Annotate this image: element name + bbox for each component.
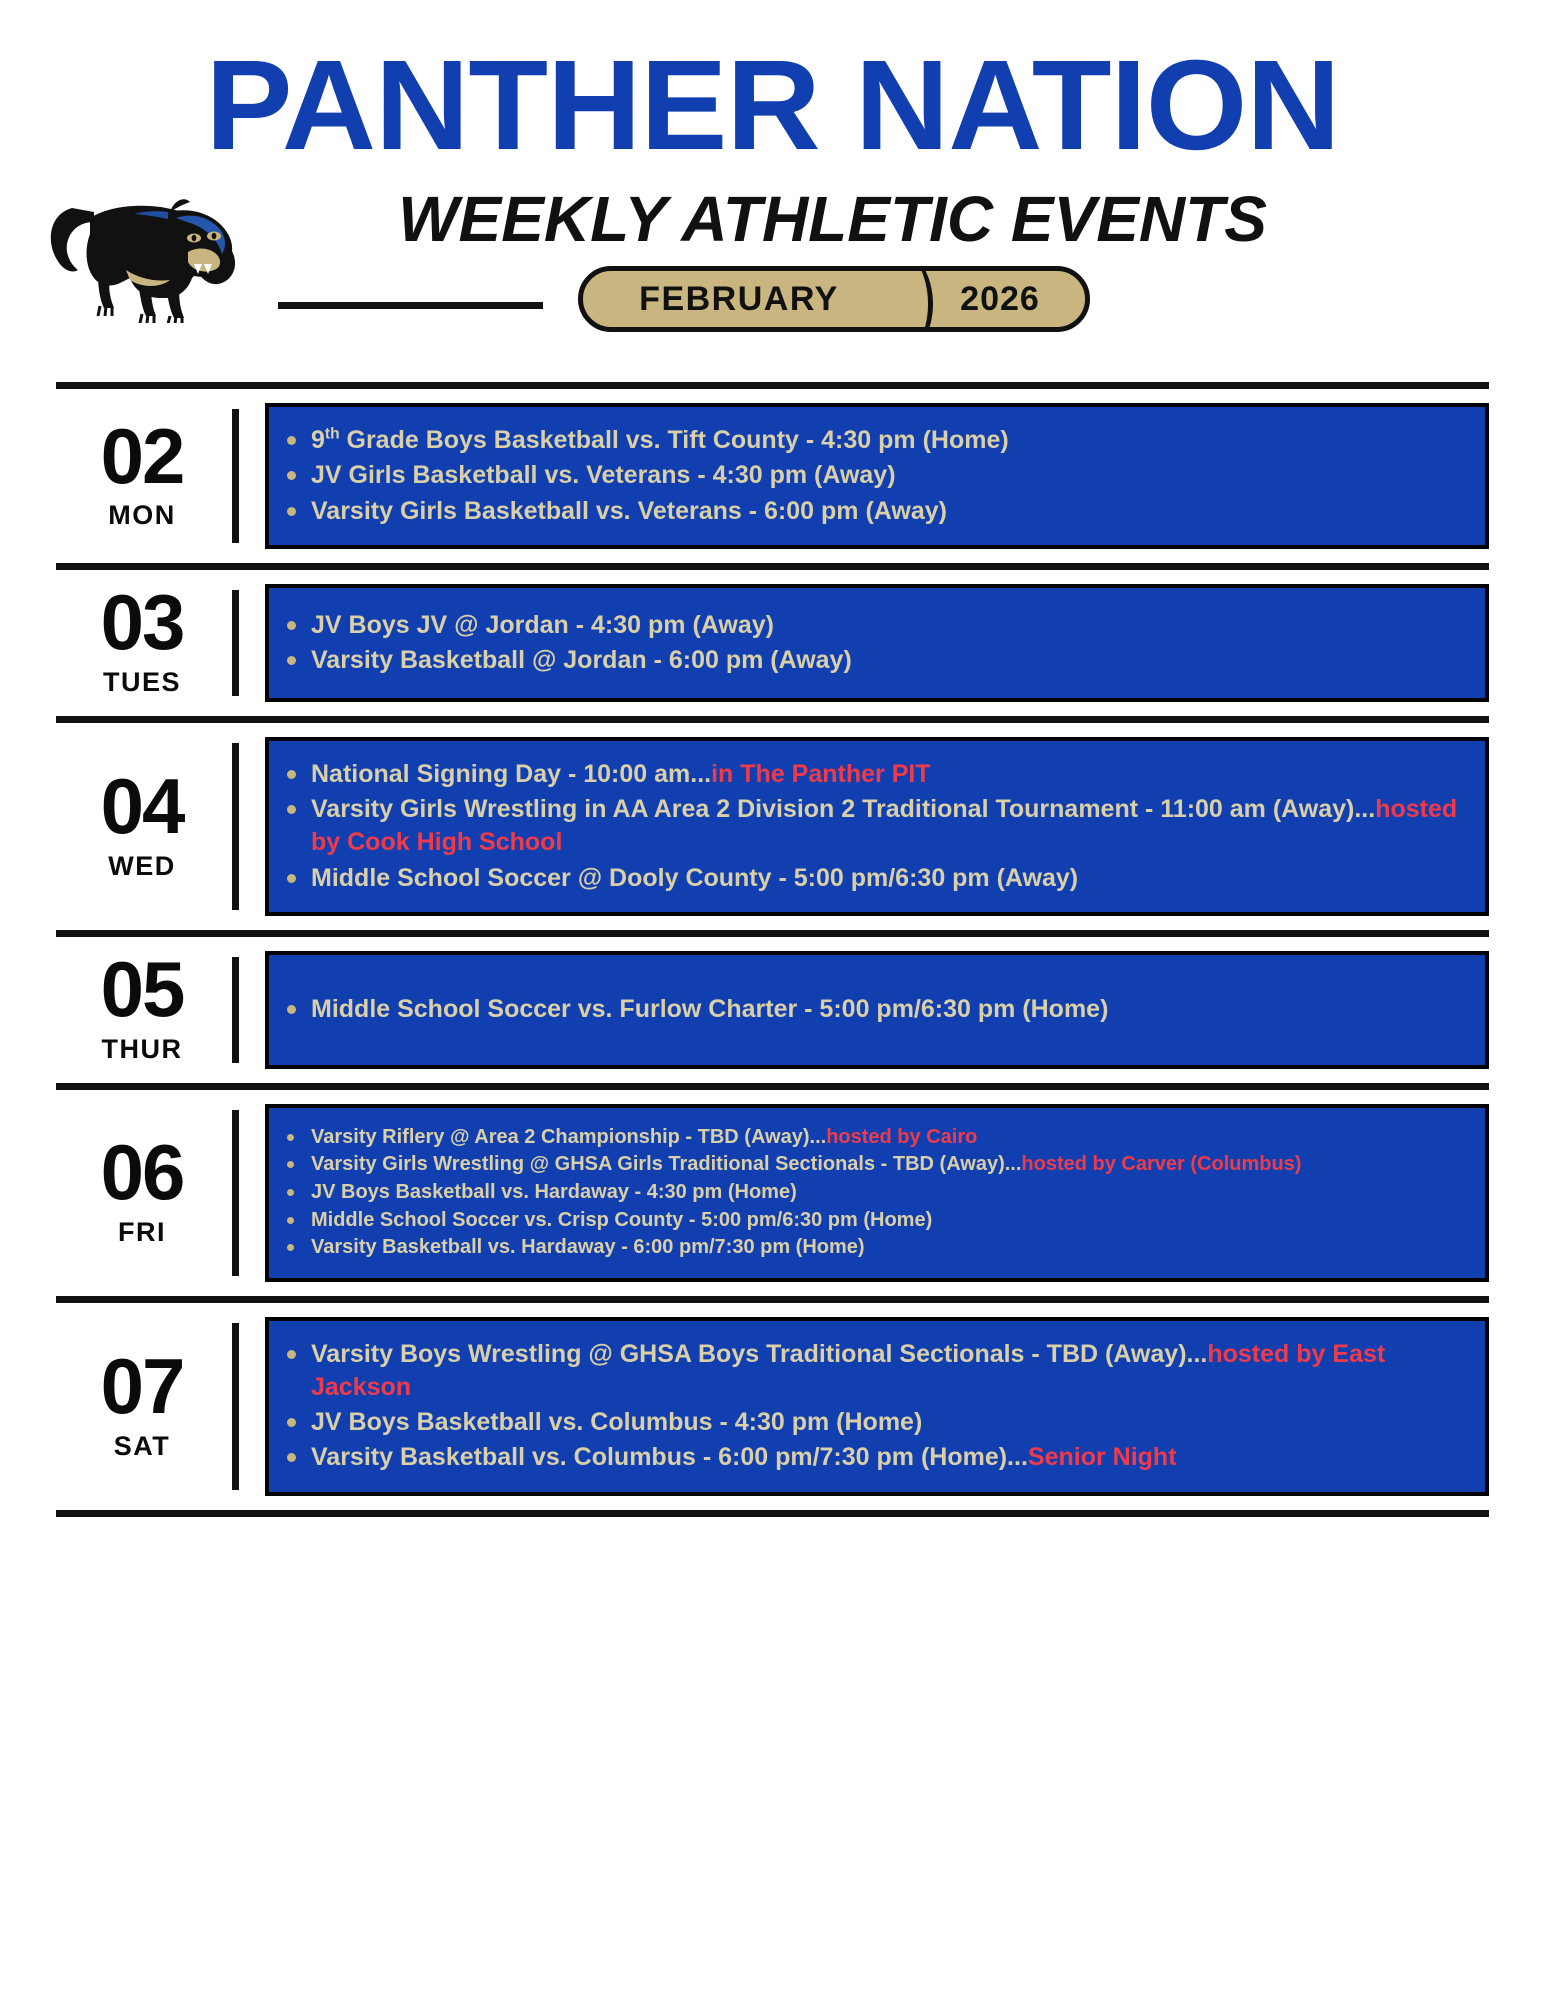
day-weekday-label: MON <box>108 500 176 531</box>
event-ordinal-suffix: th <box>324 425 340 443</box>
page-subtitle: WEEKLY ATHLETIC EVENTS <box>398 183 1267 255</box>
year-label: 2026 <box>960 279 1040 318</box>
separator-rule <box>56 930 1489 937</box>
events-box <box>265 403 1489 549</box>
day-divider-bar <box>232 590 239 696</box>
separator-rule <box>56 1510 1489 1517</box>
day-divider-bar <box>232 743 239 910</box>
flyer-header <box>0 0 1545 354</box>
day-weekday-label: TUES <box>102 667 181 698</box>
day-column <box>56 1341 232 1462</box>
header-divider <box>278 302 543 309</box>
event-item <box>311 992 1465 1027</box>
events-list <box>277 757 1465 896</box>
day-number: 04 <box>100 761 184 850</box>
day-weekday-label: WED <box>108 850 176 881</box>
event-item <box>311 608 1465 643</box>
event-item <box>311 494 1465 529</box>
separator-rule <box>56 716 1489 723</box>
day-row <box>56 389 1489 563</box>
separator-rule <box>56 382 1489 389</box>
day-weekday-label: SAT <box>113 1430 171 1461</box>
day-weekday-label: FRI <box>118 1217 166 1248</box>
month-label: FEBRUARY <box>639 279 839 318</box>
event-note: hosted by Cook High School <box>311 795 1458 857</box>
event-item <box>311 861 1465 896</box>
event-text: Varsity Girls Basketball vs. Veterans - 6:00 pm (Away) <box>311 496 947 525</box>
day-column <box>56 945 232 1065</box>
events-list <box>277 423 1465 529</box>
day-divider-bar <box>232 1110 239 1276</box>
event-item <box>311 1440 1465 1475</box>
event-item <box>311 458 1465 493</box>
event-text: JV Boys Basketball vs. Hardaway - 4:30 pm (Home) <box>311 1180 797 1203</box>
event-text: Middle School Soccer vs. Furlow Charter - 5:00 pm/6:30 pm (Home) <box>311 995 1109 1024</box>
event-item <box>311 757 1465 792</box>
event-text: Middle School Soccer vs. Crisp County - 5:00 pm/6:30 pm (Home) <box>311 1208 933 1231</box>
event-item <box>311 423 1465 458</box>
event-text: Middle School Soccer @ Dooly County - 5:00 pm/6:30 pm (Away) <box>311 863 1079 892</box>
event-note: in The Panther PIT <box>711 759 931 788</box>
events-box <box>265 737 1489 916</box>
event-item <box>311 1337 1465 1406</box>
separator-rule <box>56 1296 1489 1303</box>
events-box <box>265 951 1489 1069</box>
schedule-list <box>0 382 1545 1517</box>
event-item <box>311 1207 1465 1235</box>
events-list <box>277 1124 1465 1262</box>
events-list <box>277 1337 1465 1476</box>
day-row <box>56 570 1489 716</box>
day-row <box>56 1303 1489 1510</box>
event-text: Varsity Basketball vs. Columbus - 6:00 pm/7:30 pm (Home)... <box>311 1443 1028 1472</box>
event-text: Varsity Riflery @ Area 2 Championship - TBD (Away)... <box>311 1125 827 1148</box>
day-column <box>56 761 232 882</box>
events-box <box>265 584 1489 702</box>
event-item <box>311 1405 1465 1440</box>
separator-rule <box>56 1083 1489 1090</box>
event-text: National Signing Day - 10:00 am... <box>311 759 712 788</box>
page-title: PANTHER NATION <box>205 34 1340 177</box>
day-number: 02 <box>100 411 184 500</box>
day-row <box>56 723 1489 930</box>
event-item <box>311 643 1465 678</box>
events-list <box>277 608 1465 679</box>
day-column <box>56 411 232 532</box>
events-box <box>265 1317 1489 1496</box>
event-item <box>311 1124 1465 1152</box>
event-item <box>311 1234 1465 1262</box>
day-row <box>56 1090 1489 1296</box>
event-text: Varsity Boys Wrestling @ GHSA Boys Traditional Sectionals - TBD (Away)... <box>311 1339 1208 1368</box>
event-item <box>311 1179 1465 1207</box>
event-note: hosted by Carver (Columbus) <box>1021 1153 1302 1176</box>
events-list <box>277 992 1465 1027</box>
day-number: 07 <box>100 1341 184 1430</box>
day-column <box>56 1128 232 1248</box>
event-note: Senior Night <box>1027 1443 1177 1472</box>
day-divider-bar <box>232 957 239 1063</box>
event-text: Grade Boys Basketball vs. Tift County - 4:30 pm (Home) <box>339 426 1009 454</box>
day-number: 03 <box>100 578 184 667</box>
event-item <box>311 1151 1465 1179</box>
event-text: JV Boys Basketball vs. Columbus - 4:30 pm (Home) <box>311 1408 923 1437</box>
event-item <box>311 792 1465 861</box>
event-text: JV Boys JV @ Jordan - 4:30 pm (Away) <box>311 610 774 639</box>
event-ordinal-number: 9 <box>311 426 325 454</box>
events-box <box>265 1104 1489 1282</box>
day-column <box>56 578 232 698</box>
day-row <box>56 937 1489 1083</box>
separator-rule <box>56 563 1489 570</box>
day-number: 05 <box>100 945 184 1034</box>
date-pill <box>578 266 1090 332</box>
event-note: hosted by Cairo <box>826 1125 978 1148</box>
date-banner-row <box>0 262 1545 354</box>
day-weekday-label: THUR <box>101 1034 183 1065</box>
event-text: Varsity Girls Wrestling in AA Area 2 Division 2 Traditional Tournament - 11:00 am (Away)... <box>311 795 1376 823</box>
event-text: Varsity Basketball @ Jordan - 6:00 pm (Away) <box>311 645 852 674</box>
day-divider-bar <box>232 1323 239 1490</box>
day-number: 06 <box>100 1128 184 1217</box>
event-text: JV Girls Basketball vs. Veterans - 4:30 pm (Away) <box>311 461 896 490</box>
event-text: Varsity Basketball vs. Hardaway - 6:00 pm/7:30 pm (Home) <box>311 1236 865 1259</box>
event-note: hosted by East Jackson <box>311 1339 1386 1401</box>
day-divider-bar <box>232 409 239 543</box>
event-text: Varsity Girls Wrestling @ GHSA Girls Traditional Sectionals - TBD (Away)... <box>311 1153 1022 1176</box>
